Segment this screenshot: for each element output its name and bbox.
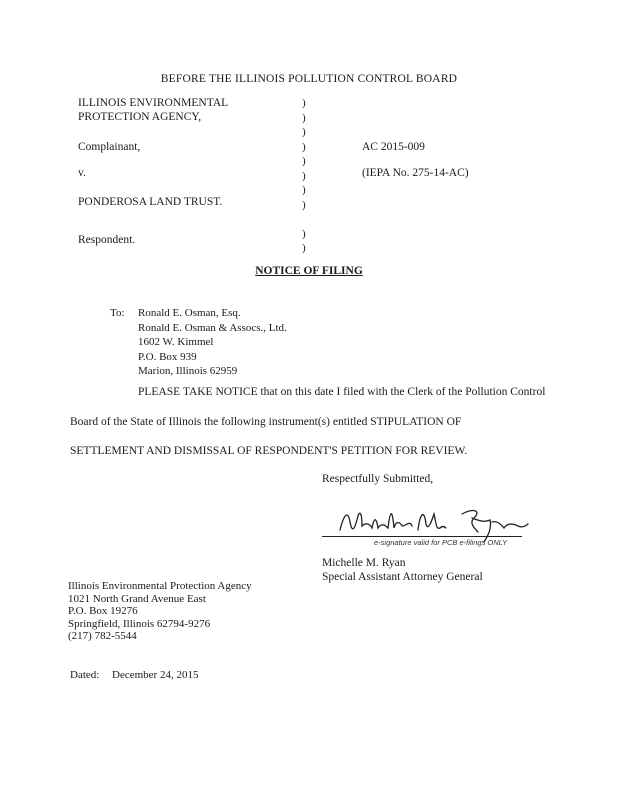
closing-text: Respectfully Submitted,: [322, 473, 434, 485]
signer-title: Special Assistant Attorney General: [322, 571, 483, 583]
iepa-number: (IEPA No. 275-14-AC): [362, 167, 469, 179]
case-number: AC 2015-009: [362, 141, 425, 153]
caption-paren-column: ) ) ) ) ) ) ) ) ) ): [302, 97, 306, 254]
versus-label: v.: [78, 167, 86, 179]
agency-line: Springfield, Illinois 62794-9276: [68, 617, 211, 630]
signer-name: Michelle M. Ryan: [322, 557, 406, 569]
agency-line: (217) 782-5544: [68, 630, 137, 642]
recipient-line: 1602 W. Kimmel: [138, 336, 214, 348]
agency-line: 1021 North Grand Avenue East: [68, 592, 206, 605]
respondent-name: PONDEROSA LAND TRUST.: [78, 196, 223, 208]
body-line-3: SETTLEMENT AND DISMISSAL OF RESPONDENT'S PETITION FOR REVIEW.: [70, 445, 468, 457]
complainant-label: Complainant,: [78, 141, 141, 153]
recipient-line: Ronald E. Osman & Assocs., Ltd.: [138, 321, 287, 334]
body-line-2: Board of the State of Illinois the following instrument(s) entitled STIPULATION OF: [70, 416, 462, 428]
esignature-note: e-signature valid for PCB e-filings ONLY: [374, 538, 508, 547]
recipient-line: Ronald E. Osman, Esq.: [138, 307, 241, 319]
respondent-label: Respondent.: [78, 234, 136, 246]
complainant-name-line2: PROTECTION AGENCY,: [78, 111, 202, 123]
agency-address: [68, 580, 252, 643]
recipient-line: Marion, Illinois 62959: [138, 365, 238, 377]
body-line-1: PLEASE TAKE NOTICE that on this date I filed with the Clerk of the Pollution Control: [138, 386, 546, 398]
complainant-name-line1: ILLINOIS ENVIRONMENTAL: [78, 97, 229, 109]
recipient-address: [138, 306, 287, 379]
dated-value: December 24, 2015: [112, 669, 199, 681]
court-title: BEFORE THE ILLINOIS POLLUTION CONTROL BOARD: [160, 73, 458, 85]
agency-line: Illinois Environmental Protection Agency: [68, 580, 252, 592]
recipient-line: P.O. Box 939: [138, 350, 197, 363]
agency-line: P.O. Box 19276: [68, 605, 138, 617]
to-label: To:: [110, 307, 125, 319]
notice-heading: NOTICE OF FILING: [255, 265, 363, 277]
dated-label: Dated:: [70, 669, 100, 681]
signature-line: [322, 536, 522, 537]
